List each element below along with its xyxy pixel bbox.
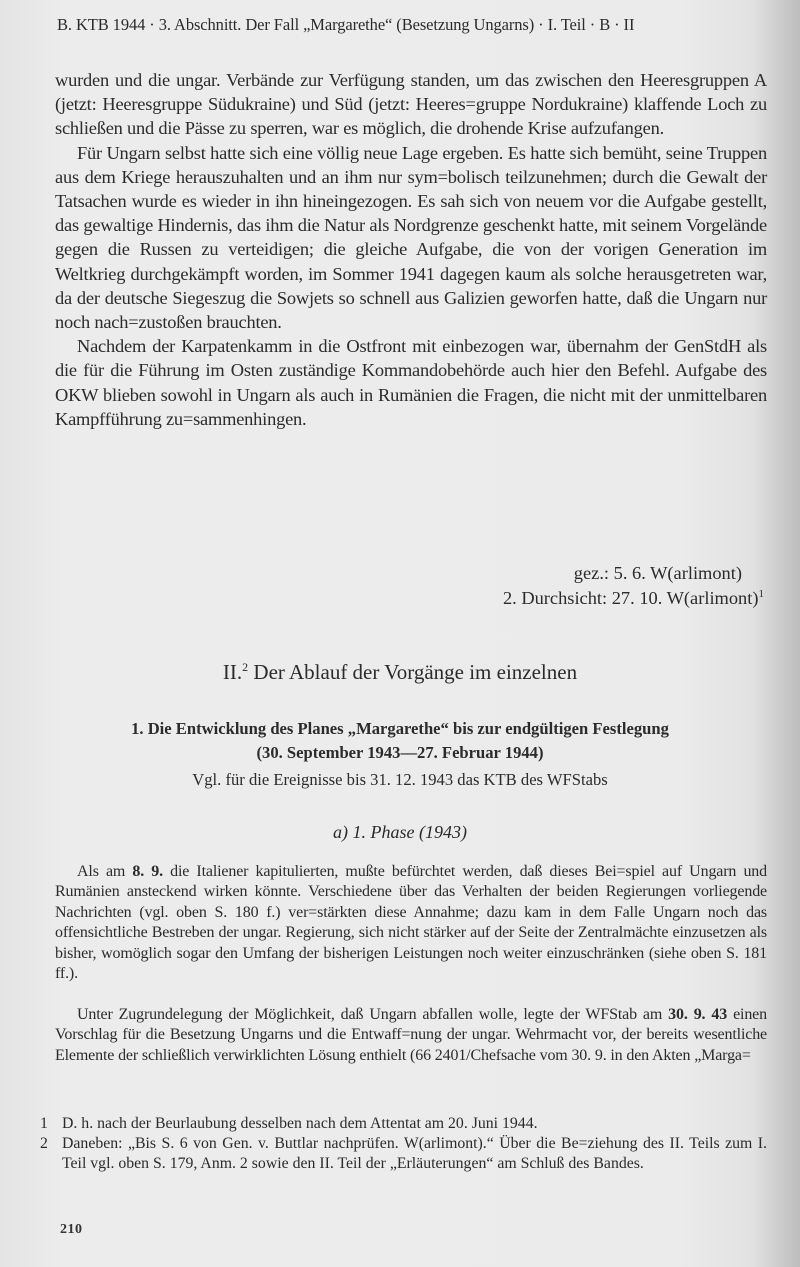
footnote-text: D. h. nach der Beurlaubung desselben nach dem Attentat am 20. Juni 1944. [62, 1115, 538, 1132]
reference-note: Vgl. für die Ereignisse bis 31. 12. 1943 das KTB des WFStabs [192, 770, 608, 789]
text: die Italiener kapitulierten, mußte befürchtet werden, daß dieses Bei=spiel auf Ungarn und Rumänien ansteckend wirken könnte. Verschiedene über das Verhalten der beiden Regierungen vorliegende Nachrichten (vgl. oben S. 180 f.) ver=stärkten diese Annahme; dazu kam in dem Falle Ungarn noch das offensichtliche Bestreben der ungar. Regierung, sich nicht stärker auf der Seite der Zentralmächte einzusetzen als bisher, womöglich sogar den Umfang der bisherigen Leistungen noch weiter einzuschränken (siehe oben S. 181 ff.). [55, 863, 767, 983]
running-head: B. KTB 1944 · 3. Abschnitt. Der Fall „Margarethe“ (Besetzung Ungarns) · I. Teil · B · II [57, 15, 635, 34]
footnote [40, 1114, 767, 1134]
section-heading [0, 660, 800, 685]
review-text: 2. Durchsicht: 27. 10. W(arlimont) [502, 588, 759, 609]
footnote [40, 1134, 767, 1174]
footnote-ref: 1 [758, 588, 764, 600]
footnote-number: 1 [40, 1115, 48, 1132]
phase-heading: a) 1. Phase (1943) [333, 822, 467, 842]
footnote-ref: 2 [242, 660, 249, 674]
footnotes [40, 1114, 767, 1174]
review-line [503, 588, 764, 609]
subsection-heading [0, 717, 800, 765]
text: Unter Zugrundelegung der Möglichkeit, daß Ungarn abfallen wolle, legte der WFStab am [77, 1006, 669, 1023]
text: Als am [77, 863, 133, 880]
main-text [55, 68, 767, 431]
paragraph: Nachdem der Karpatenkamm in die Ostfront mit einbezogen war, übernahm der GenStdH als die für die Führung im Osten zuständige Kommandobehörde auch hier den Befehl. Aufgabe des OKW blieben sowohl in Ungarn als auch in Rumänien die Fragen, die nicht mit der unmittelbaren Kampfführung zu=sammenhingen. [55, 336, 767, 429]
subsection-title: 1. Die Entwicklung des Planes „Margarethe“ bis zur endgültigen Festlegung [131, 719, 669, 738]
signature-line: gez.: 5. 6. W(arlimont) [573, 563, 742, 583]
phase-text [55, 862, 767, 984]
text: einen Vorschlag für die Besetzung Ungarns und die Entwaff=nung der ungar. Wehrmacht vor, der bereits wesentliche Elemente der schließlich verwirklichten Lösung enthielt (66 2401/Chefsache vom 30. 9. in den Akten „Marga= [55, 1006, 767, 1064]
paragraph [55, 862, 767, 984]
date-bold: 8. 9. [132, 863, 163, 880]
section-number: II. [222, 660, 243, 684]
section-title-text: Der Ablauf der Vorgänge im einzelnen [248, 660, 578, 684]
footnote-text: Daneben: „Bis S. 6 von Gen. v. Buttlar nachprüfen. W(arlimont).“ Über die Be=ziehung des II. Teils zum I. Teil vgl. oben S. 179, Anm. 2 sowie den II. Teil der „Erläuterungen“ am Schluß des Bandes. [62, 1135, 767, 1172]
paragraph: Für Ungarn selbst hatte sich eine völlig neue Lage ergeben. Es hatte sich bemüht, seine Truppen aus dem Kriege herauszuhalten und an ihm nur sym=bolisch teilzunehmen; durch die Gewalt der Tatsachen wurde es wieder in ihn hineingezogen. Es sah sich von neuem vor die Aufgabe gestellt, das gewaltige Hindernis, das ihm die Natur als Nordgrenze geschenkt hatte, mit seinem Vorgelände gegen die Russen zu verteidigen; die gleiche Aufgabe, die von der vorigen Generation im Weltkrieg durchgekämpft worden, im Sommer 1941 dagegen kaum als solche herausgetreten war, da der deutsche Siegeszug die Sowjets so schnell aus Galizien geworfen hatte, daß die Ungarn nur noch nach=zustoßen brauchten. [55, 142, 767, 333]
page-number: 210 [60, 1222, 83, 1237]
subsection-dates: (30. September 1943—27. Februar 1944) [256, 743, 544, 762]
footnote-number: 2 [40, 1135, 48, 1152]
phase-text [55, 1005, 767, 1066]
paragraph: wurden und die ungar. Verbände zur Verfügung standen, um das zwischen den Heeresgruppen A (jetzt: Heeresgruppe Südukraine) und Süd (jetzt: Heeres=gruppe Nordukraine) klaffende Loch zu schließen und die Pässe zu sperren, war es möglich, die drohende Krise aufzufangen. [55, 70, 767, 139]
paragraph [55, 1005, 767, 1066]
date-bold: 30. 9. 43 [668, 1006, 728, 1023]
